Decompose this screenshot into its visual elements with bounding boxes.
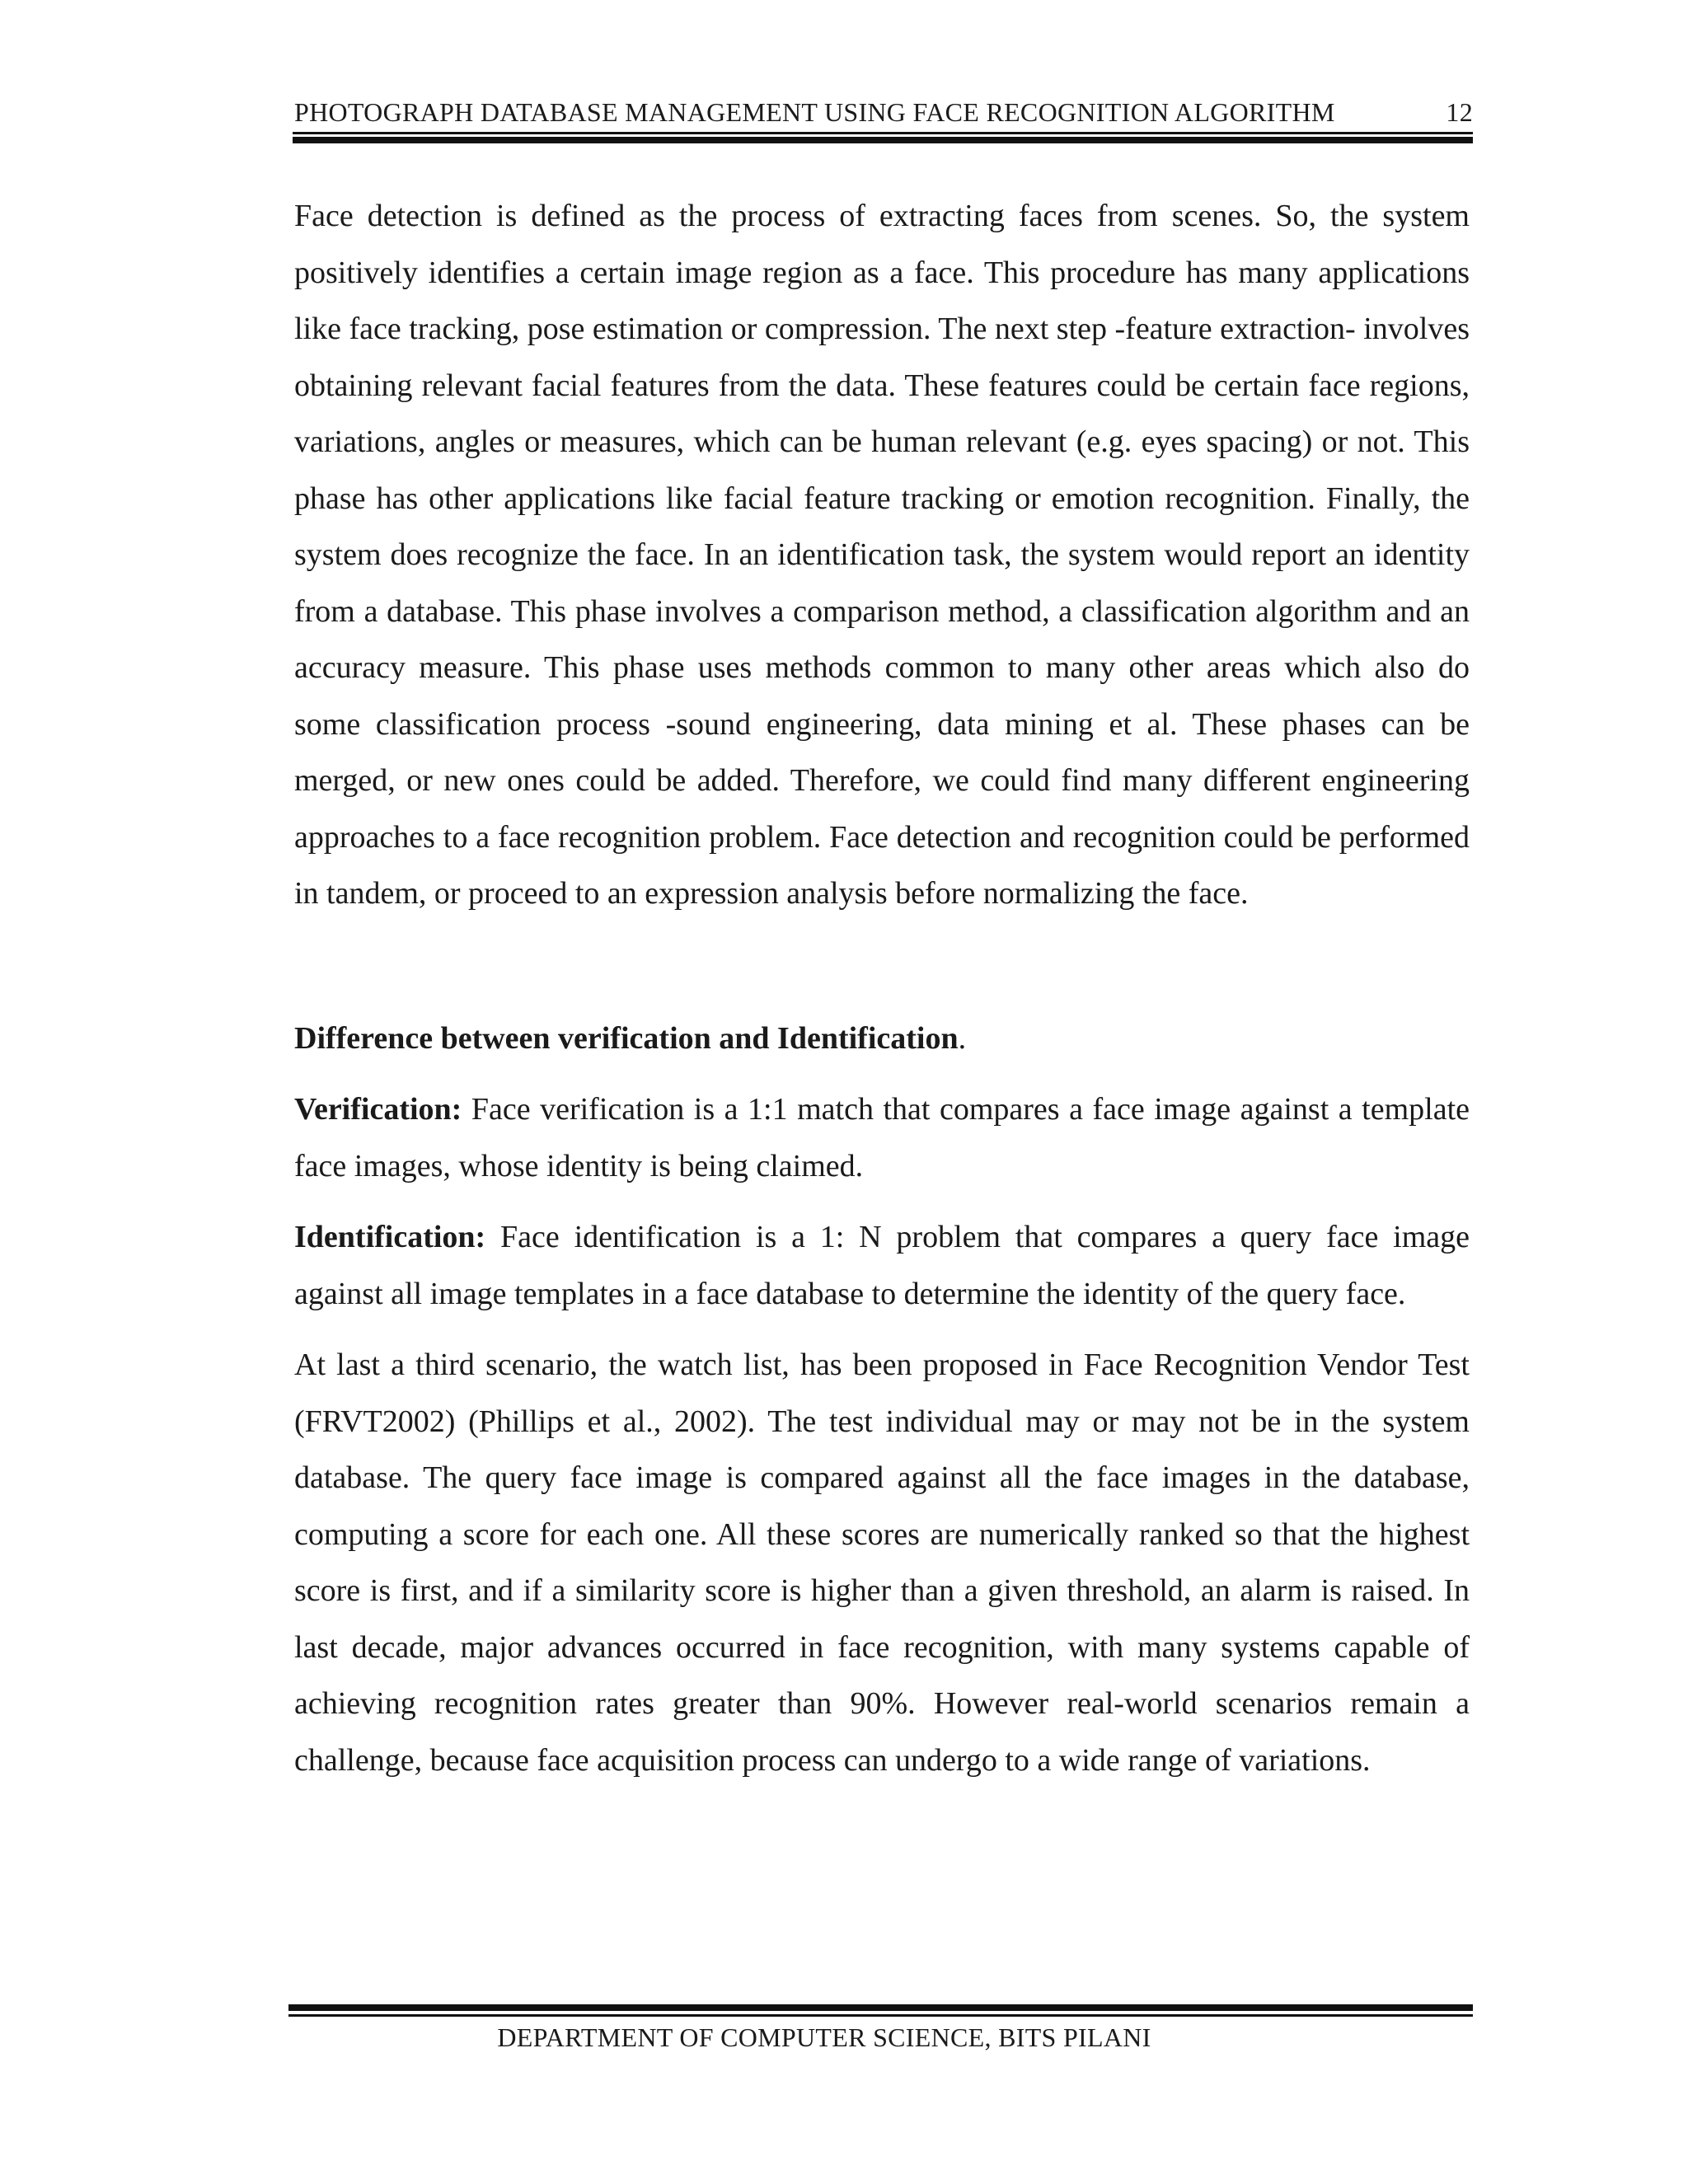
header-title: PHOTOGRAPH DATABASE MANAGEMENT USING FACE RECOGNITION ALGORITHM — [294, 97, 1335, 127]
section-heading — [294, 1010, 1470, 1067]
identification-term: Identification: — [294, 1220, 486, 1254]
running-header — [294, 97, 1473, 128]
footer-rule-thin — [288, 2014, 1473, 2017]
header-rule-thick — [293, 137, 1473, 143]
page-content — [294, 188, 1470, 1788]
footer-rule-thick — [288, 2004, 1473, 2011]
identification-definition — [294, 1209, 1470, 1322]
identification-text: Face identification is a 1: N problem that compares a query face image against all image templates in a face database to determine the identity of the query face. — [294, 1220, 1470, 1311]
header-rule-thin — [293, 132, 1473, 134]
verification-term: Verification: — [294, 1092, 462, 1127]
page-number: 12 — [1446, 97, 1473, 127]
verification-definition — [294, 1081, 1470, 1194]
watch-list-paragraph: At last a third scenario, the watch list, has been proposed in Face Recognition Vendor Test (FRVT2002) (Phillips et al., 2002). The test individual may or may not be in the system database. The query face image is compared against all the face images in the database, computing a score for each one. All these scores are numerically ranked so that the highest score is first, and if a similarity score is higher than a given threshold, an alarm is raised. In last decade, major advances occurred in face recognition, with many systems capable of achieving recognition rates greater than 90%. However real-world scenarios remain a challenge, because face acquisition process can undergo to a wide range of variations. — [294, 1347, 1470, 1778]
verification-text: Face verification is a 1:1 match that compares a face image against a template face images, whose identity is being claimed. — [294, 1092, 1470, 1183]
running-footer: DEPARTMENT OF COMPUTER SCIENCE, BITS PILANI — [497, 2022, 1151, 2052]
section-heading-text: Difference between verification and Identification — [294, 1020, 959, 1056]
intro-paragraph: Face detection is defined as the process of extracting faces from scenes. So, the system positively identifies a certain image region as a face. This procedure has many applications like face tracking, pose estimation or compression. The next step -feature extraction- involves obtaining relevant facial features from the data. These features could be certain face regions, variations, angles or measures, which can be human relevant (e.g. eyes spacing) or not. This phase has other applications like facial feature tracking or emotion recognition. Finally, the system does recognize the face. In an identification task, the system would report an identity from a database. This phase involves a comparison method, a classification algorithm and an accuracy measure. This phase uses methods common to many other areas which also do some classification process -sound engineering, data mining et al. These phases can be merged, or new ones could be added. Therefore, we could find many different engineering approaches to a face recognition problem. Face detection and recognition could be performed in tandem, or proceed to an expression analysis before normalizing the face. — [294, 199, 1470, 911]
section-heading-punct: . — [958, 1020, 967, 1056]
